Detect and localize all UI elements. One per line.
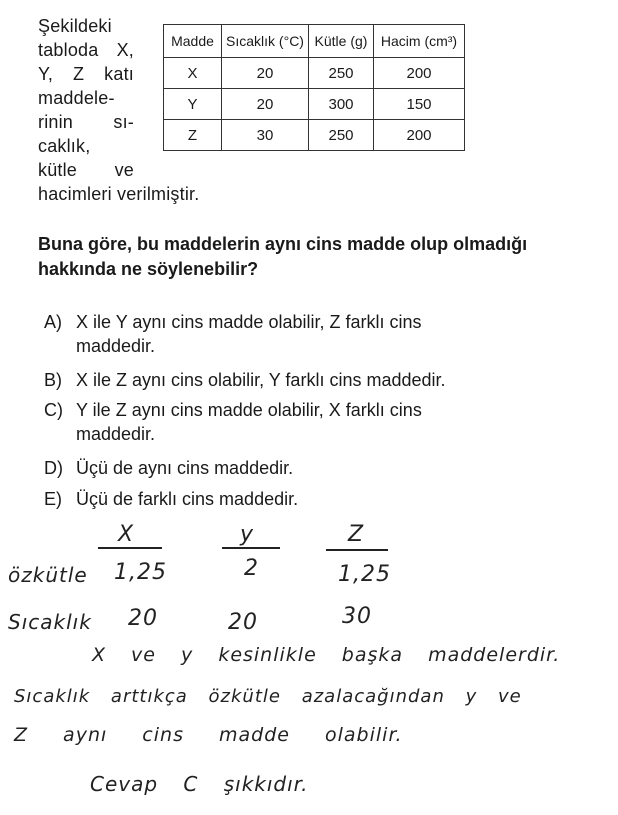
table-header: Madde: [164, 25, 222, 58]
table-header: Hacim (cm³): [374, 25, 465, 58]
table-cell: 300: [309, 89, 374, 120]
option-e: [44, 487, 564, 511]
option-key: C): [44, 400, 63, 420]
option-a: [44, 310, 564, 358]
hand-row1-z: 1,25: [338, 562, 391, 587]
table-header: Kütle (g): [309, 25, 374, 58]
table-cell: 250: [309, 58, 374, 89]
intro-line: Şekildeki: [38, 16, 112, 36]
option-key: E): [44, 489, 62, 509]
table-cell: Y: [164, 89, 222, 120]
hand-row2-z: 30: [342, 604, 372, 629]
question-text: Buna göre, bu maddelerin aynı cins madde olup olmadığı hakkında ne söylenebilir?: [38, 234, 528, 279]
underline: [326, 549, 388, 551]
table-cell: 250: [309, 120, 374, 151]
table-cell: 200: [374, 120, 465, 151]
hand-header-z: Z: [348, 522, 365, 547]
hand-row2-y: 20: [228, 610, 258, 635]
hand-line-2: Sıcaklık arttıkça özkütle azalacağından y ve: [14, 686, 522, 707]
hand-line-1: X ve y kesinlikle başka maddelerdir.: [92, 644, 561, 666]
table-row: [164, 58, 465, 89]
option-key: B): [44, 370, 62, 390]
intro-line: rinin sı-: [38, 112, 134, 132]
option-text: Y ile Z aynı cins madde olabilir, X farklı cins maddedir.: [76, 400, 422, 444]
table-cell: 30: [222, 120, 309, 151]
intro-line: maddele-: [38, 88, 115, 108]
option-text: X ile Y aynı cins madde olabilir, Z farklı cins maddedir.: [76, 312, 422, 356]
table-row: [164, 89, 465, 120]
table-header: Sıcaklık (°C): [222, 25, 309, 58]
table-cell: 200: [374, 58, 465, 89]
option-text: Üçü de aynı cins maddedir.: [76, 458, 294, 478]
table-header-row: [164, 25, 465, 58]
table-cell: 20: [222, 89, 309, 120]
option-b: [44, 368, 564, 392]
table-cell: X: [164, 58, 222, 89]
hand-header-x: X: [118, 522, 135, 547]
option-d: [44, 456, 564, 480]
intro-line: Y, Z katı: [38, 64, 134, 84]
hand-header-y: y: [240, 522, 255, 547]
intro-line: hacimleri verilmiştir.: [38, 184, 200, 204]
hand-answer: Cevap C şıkkıdır.: [90, 772, 309, 796]
data-table: [163, 24, 465, 151]
hand-row2-x: 20: [128, 606, 158, 631]
hand-row1-label: özkütle: [8, 563, 88, 587]
underline: [98, 547, 162, 549]
hand-row2-label: Sıcaklık: [8, 610, 92, 634]
hand-line-3: Z aynı cins madde olabilir.: [14, 724, 403, 746]
hand-row1-x: 1,25: [114, 560, 167, 585]
option-text: X ile Z aynı cins olabilir, Y farklı cins maddedir.: [76, 370, 446, 390]
hand-row1-y: 2: [244, 556, 259, 581]
table-cell: 20: [222, 58, 309, 89]
table-cell: 150: [374, 89, 465, 120]
table-row: [164, 120, 465, 151]
option-key: D): [44, 458, 63, 478]
intro-line: tabloda X,: [38, 40, 134, 60]
intro-line: caklık,: [38, 136, 91, 156]
option-c: [44, 398, 564, 446]
underline: [222, 547, 280, 549]
option-text: Üçü de farklı cins maddedir.: [76, 489, 299, 509]
option-key: A): [44, 312, 62, 332]
table-cell: Z: [164, 120, 222, 151]
intro-line: kütle ve: [38, 160, 134, 180]
